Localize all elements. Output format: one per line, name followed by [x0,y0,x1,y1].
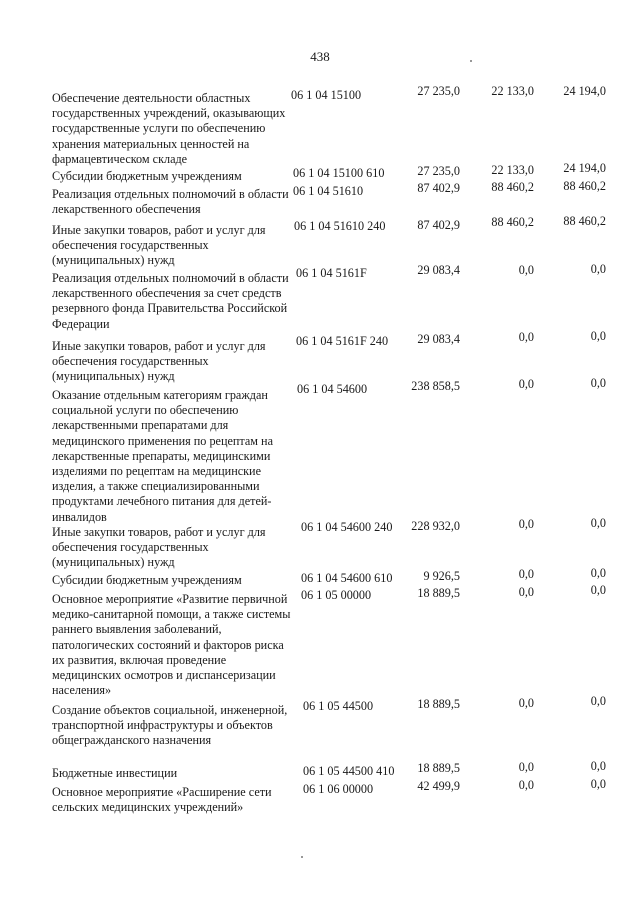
row-value-1: 238 858,5 [411,379,460,393]
row-description: Иные закупки товаров, работ и услуг для обеспечения государственных (муниципальных) нужд [52,339,266,384]
row-value-3: 0,0 [590,262,606,276]
row-value-1: 27 235,0 [417,84,460,98]
scan-speck [470,60,472,62]
row-value-1: 87 402,9 [417,218,460,232]
row-value-3: 0,0 [590,759,606,773]
row-description: Иные закупки товаров, работ и услуг для обеспечения государственных (муниципальных) нужд [52,525,266,570]
row-description: Основное мероприятие «Расширение сети сельских медицинских учреждений» [52,785,272,815]
row-value-1: 18 889,5 [417,761,460,775]
row-code: 06 1 04 51610 240 [294,219,386,233]
row-description: Бюджетные инвестиции [52,766,178,780]
row-code: 06 1 05 44500 410 [303,764,395,778]
row-code: 06 1 04 54600 240 [301,520,393,534]
row-value-2: 0,0 [518,377,534,391]
row-code: 06 1 05 00000 [301,588,372,602]
row-value-3: 0,0 [590,329,606,343]
row-code: 06 1 04 5161F [296,266,367,280]
row-description: Реализация отдельных полномочий в области лекарственного обеспечения за счет средств резервного фонда Правительства Российской Федерации [52,271,289,331]
row-code: 06 1 04 15100 610 [293,166,385,180]
scan-speck [301,856,303,858]
row-code: 06 1 04 5161F 240 [296,334,389,348]
row-description: Обеспечение деятельности областных государственных учреждений, оказывающих государственные услуги по обеспечению хранения материальных ценностей на фармацевтическом складе [52,91,286,166]
row-description: Субсидии бюджетным учреждениям [52,169,242,183]
row-value-3: 88 460,2 [563,214,606,228]
row-value-3: 0,0 [590,583,606,597]
row-value-1: 9 926,5 [423,569,460,583]
row-value-2: 88 460,2 [491,180,534,194]
row-value-1: 29 083,4 [417,332,460,346]
row-value-2: 0,0 [518,760,534,774]
row-code: 06 1 04 54600 610 [301,571,393,585]
row-value-3: 88 460,2 [563,179,606,193]
row-value-3: 0,0 [590,516,606,530]
row-description: Оказание отдельным категориям граждан социальной услуги по обеспечению лекарственными препаратами для медицинского применения по рецептам на лекарственные препараты, медицинскими изделиями по рецептам на медицинские изделия, а также специализированными продуктами лечебного питания для детей-инвалидов [52,388,273,524]
row-value-2: 22 133,0 [491,84,534,98]
row-value-2: 0,0 [518,263,534,277]
row-value-2: 0,0 [518,696,534,710]
row-value-2: 0,0 [518,567,534,581]
row-value-3: 24 194,0 [563,84,606,98]
row-description: Основное мероприятие «Развитие первичной медико-санитарной помощи, а также системы раннего выявления заболеваний, патологических состояний и факторов риска их развития, включая проведение медицинских осмотров и диспансеризации населения» [52,592,291,698]
row-value-1: 18 889,5 [417,697,460,711]
row-value-1: 228 932,0 [411,519,460,533]
row-value-2: 88 460,2 [491,215,534,229]
row-code: 06 1 06 00000 [303,782,374,796]
row-value-1: 18 889,5 [417,586,460,600]
row-code: 06 1 04 15100 [291,88,362,102]
row-value-2: 0,0 [518,330,534,344]
row-value-3: 0,0 [590,566,606,580]
row-value-3: 0,0 [590,694,606,708]
row-description: Создание объектов социальной, инженерной, транспортной инфраструктуры и объектов общегражданского назначения [52,703,288,748]
row-value-3: 0,0 [590,376,606,390]
row-code: 06 1 05 44500 [303,699,374,713]
row-description: Иные закупки товаров, работ и услуг для обеспечения государственных (муниципальных) нужд [52,223,266,268]
row-value-1: 87 402,9 [417,181,460,195]
row-value-1: 42 499,9 [417,779,460,793]
row-value-2: 0,0 [518,517,534,531]
row-value-1: 29 083,4 [417,263,460,277]
row-value-1: 27 235,0 [417,164,460,178]
row-description: Субсидии бюджетным учреждениям [52,573,242,587]
page-number: 438 [310,49,330,64]
row-code: 06 1 04 54600 [297,382,368,396]
row-value-2: 0,0 [518,778,534,792]
row-value-2: 22 133,0 [491,163,534,177]
row-description: Реализация отдельных полномочий в области лекарственного обеспечения [52,187,289,217]
row-value-3: 24 194,0 [563,161,606,175]
row-value-2: 0,0 [518,585,534,599]
row-value-3: 0,0 [590,777,606,791]
row-code: 06 1 04 51610 [293,184,364,198]
